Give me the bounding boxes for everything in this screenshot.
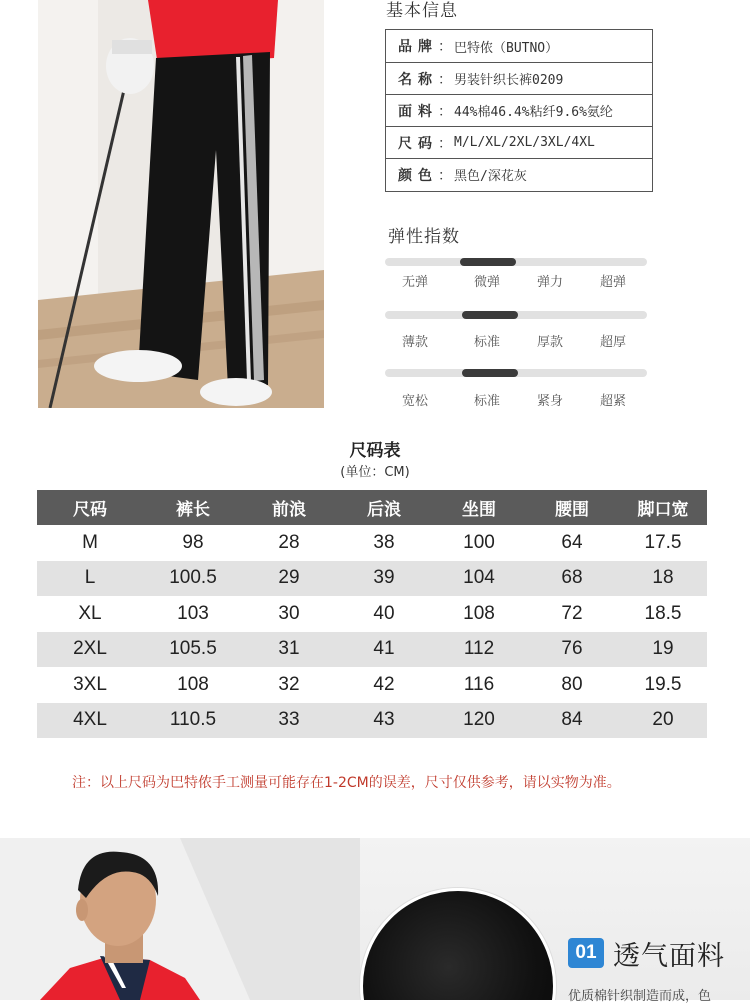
table-cell: 76 [525, 632, 619, 668]
table-cell: 19.5 [644, 673, 682, 695]
info-row-name: 名称 ： 男装针织长裤0209 [386, 62, 652, 94]
info-row-color: 颜色 ： 黑色/深花灰 [386, 158, 652, 190]
info-title: 基本信息 [386, 1, 458, 21]
table-row [37, 596, 707, 632]
scale-label: 超厚 [600, 335, 627, 350]
table-cell: 32 [278, 673, 300, 695]
table-cell: 112 [433, 632, 525, 668]
info-value: 44%棉46.4%粘纤9.6%氨纶 [454, 105, 613, 120]
table-cell: 108 [177, 673, 209, 695]
column-header: 坐围 [433, 490, 525, 525]
feature-title: 透气面料 [613, 941, 725, 972]
table-cell: 31 [243, 632, 335, 668]
table-cell: 29 [243, 561, 335, 597]
info-key: 面料 [398, 103, 438, 120]
info-table [385, 29, 653, 192]
scale-track [385, 369, 647, 377]
table-row [37, 667, 707, 703]
table-cell: 39 [335, 561, 433, 597]
column-header: 后浪 [335, 490, 433, 525]
table-cell: 64 [561, 531, 583, 553]
table-cell: 18.5 [644, 602, 682, 624]
table-row [37, 561, 707, 597]
table-cell: 43 [335, 703, 433, 739]
fabric-closeup [360, 888, 556, 1000]
info-key: 颜色 [398, 167, 438, 184]
scale-label: 弹力 [537, 275, 564, 290]
table-cell: 110.5 [143, 703, 243, 739]
info-row-size: 尺码 ： M/L/XL/2XL/3XL/4XL [386, 126, 652, 158]
table-cell: 2XL [37, 632, 143, 668]
scale-marker [460, 258, 516, 266]
scale-track [385, 311, 647, 319]
table-cell: 28 [278, 531, 300, 553]
thickness-scale [385, 311, 647, 351]
scale-marker [462, 311, 518, 319]
table-cell: XL [78, 602, 102, 624]
table-cell: 105.5 [143, 632, 243, 668]
table-cell: 17.5 [644, 531, 682, 553]
info-row-brand: 品牌 ： 巴特侬（BUTNO） [386, 30, 652, 62]
column-header: 脚口宽 [619, 490, 707, 525]
table-cell: 30 [278, 602, 300, 624]
size-chart-title: 尺码表 [349, 441, 401, 461]
info-key: 名称 [398, 71, 438, 88]
scale-label: 紧身 [537, 394, 564, 409]
table-cell: 72 [561, 602, 583, 624]
size-chart-unit: (单位：CM) [340, 465, 410, 480]
table-cell: L [37, 561, 143, 597]
scale-label: 薄款 [402, 335, 429, 350]
info-key: 尺码 [398, 135, 438, 152]
info-value: M/L/XL/2XL/3XL/4XL [454, 135, 595, 150]
size-table [37, 490, 707, 738]
table-row [37, 703, 707, 739]
scale-label: 无弹 [402, 275, 429, 290]
feature-banner [0, 838, 750, 1000]
table-cell: 104 [433, 561, 525, 597]
scale-label: 宽松 [402, 394, 429, 409]
scale-label: 标准 [474, 335, 501, 350]
scale-track [385, 258, 647, 266]
table-cell: 20 [619, 703, 707, 739]
product-photo-pants [38, 0, 324, 408]
scale-marker [462, 369, 518, 377]
column-header: 腰围 [525, 490, 619, 525]
fit-scale [385, 369, 647, 410]
column-header: 裤长 [143, 490, 243, 525]
scale-label: 超弹 [600, 275, 627, 290]
scale-label: 超紧 [600, 394, 627, 409]
table-cell: 41 [335, 632, 433, 668]
table-cell: 4XL [37, 703, 143, 739]
info-key: 品牌 [398, 39, 438, 55]
feature-number-badge: 01 [568, 938, 604, 968]
column-header: 尺码 [37, 490, 143, 525]
table-cell: 84 [525, 703, 619, 739]
scale-label: 微弹 [474, 275, 501, 290]
feature-description: 优质棉针织制造而成，色 [568, 989, 712, 1004]
table-cell: 40 [373, 602, 395, 624]
info-value: 黑色/深花灰 [454, 169, 527, 184]
table-cell: 103 [177, 602, 209, 624]
table-cell: M [82, 531, 98, 553]
table-cell: 19 [619, 632, 707, 668]
scale-label: 标准 [474, 394, 501, 409]
table-cell: 18 [619, 561, 707, 597]
table-row [37, 632, 707, 668]
table-cell: 116 [463, 673, 495, 695]
table-cell: 33 [243, 703, 335, 739]
table-cell: 98 [182, 531, 204, 553]
elastic-title: 弹性指数 [388, 227, 460, 247]
table-cell: 68 [525, 561, 619, 597]
table-cell: 42 [373, 673, 395, 695]
size-note: 注：以上尺码为巴特侬手工测量可能存在1-2CM的误差，尺寸仅供参考，请以实物为准。 [72, 775, 621, 791]
table-cell: 100 [463, 531, 495, 553]
table-header-row [37, 490, 707, 525]
info-value: 巴特侬（BUTNO） [454, 40, 559, 56]
model-photo [0, 838, 360, 1000]
info-row-fabric: 面料 ： 44%棉46.4%粘纤9.6%氨纶 [386, 94, 652, 126]
info-value: 男装针织长裤0209 [454, 73, 564, 88]
scale-label: 厚款 [537, 335, 564, 350]
table-cell: 3XL [73, 673, 107, 695]
elasticity-scale [385, 258, 647, 291]
table-cell: 120 [433, 703, 525, 739]
table-cell: 108 [463, 602, 495, 624]
table-cell: 100.5 [143, 561, 243, 597]
table-cell: 80 [561, 673, 583, 695]
table-row [37, 525, 707, 561]
column-header: 前浪 [243, 490, 335, 525]
table-cell: 38 [373, 531, 395, 553]
